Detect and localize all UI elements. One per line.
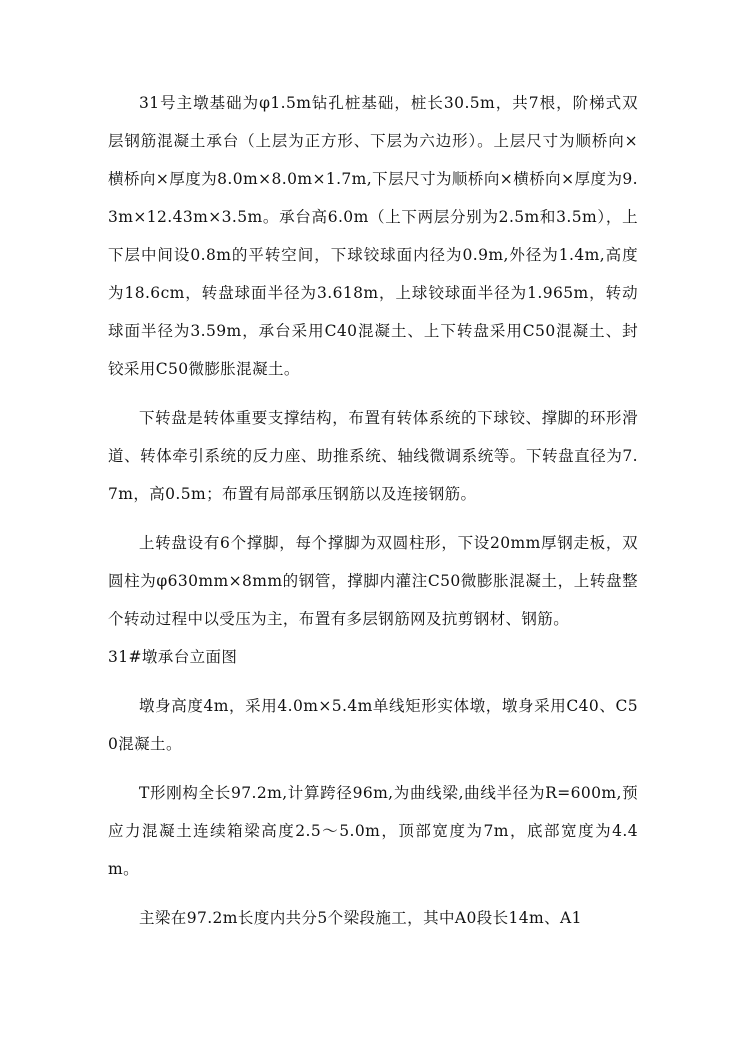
paragraph-pier-body: 墩身高度4m，采用4.0m×5.4m单线矩形实体墩，墩身采用C40、C50混凝土。 bbox=[108, 697, 638, 753]
paragraph-upper-turntable: 上转盘设有6个撑脚，每个撑脚为双圆柱形，下设20mm厚钢走板，双圆柱为φ630mm×8mm的钢管，撑脚内灌注C50微膨胀混凝土，上转盘整个转动过程中以受压为主，布置有多层钢筋网及抗剪钢材、钢筋。 bbox=[108, 534, 638, 628]
paragraph-lower-turntable: 下转盘是转体重要支撑结构，布置有转体系统的下球铰、撑脚的环形滑道、转体牵引系统的反力座、助推系统、轴线微调系统等。下转盘直径为7.7m，高0.5m；布置有局部承压钢筋以及连接钢筋。 bbox=[108, 409, 638, 503]
document-body bbox=[108, 84, 638, 937]
figure-caption: 31#墩承台立面图 bbox=[108, 648, 238, 666]
paragraph-main-girder: 主梁在97.2m长度内共分5个梁段施工，其中A0段长14m、A1 bbox=[139, 909, 582, 927]
paragraph-foundation: 31号主墩基础为φ1.5m钻孔桩基础，桩长30.5m，共7根，阶梯式双层钢筋混凝土承台（上层为正方形、下层为六边形）。上层尺寸为顺桥向×横桥向×厚度为8.0m×8.0m×1.7m,下层尺寸为顺桥向×横桥向×厚度为9.3m×12.43m×3.5m。承台高6.0m（上下两层分别为2.5m和3.5m），上下层中间设0.8m的平转空间，下球铰球面内径为0.9m,外径为1.4m,高度为18.6cm，转盘球面半径为3.618m，上球铰球面半径为1.965m，转动球面半径为3.59m，承台采用C40混凝土、上下转盘采用C50混凝土、封铰采用C50微膨胀混凝土。 bbox=[108, 94, 638, 378]
paragraph-t-frame: T形刚构全长97.2m,计算跨径96m,为曲线梁,曲线半径为R=600m,预应力混凝土连续箱梁高度2.5～5.0m，顶部宽度为7m，底部宽度为4.4m。 bbox=[108, 784, 638, 878]
